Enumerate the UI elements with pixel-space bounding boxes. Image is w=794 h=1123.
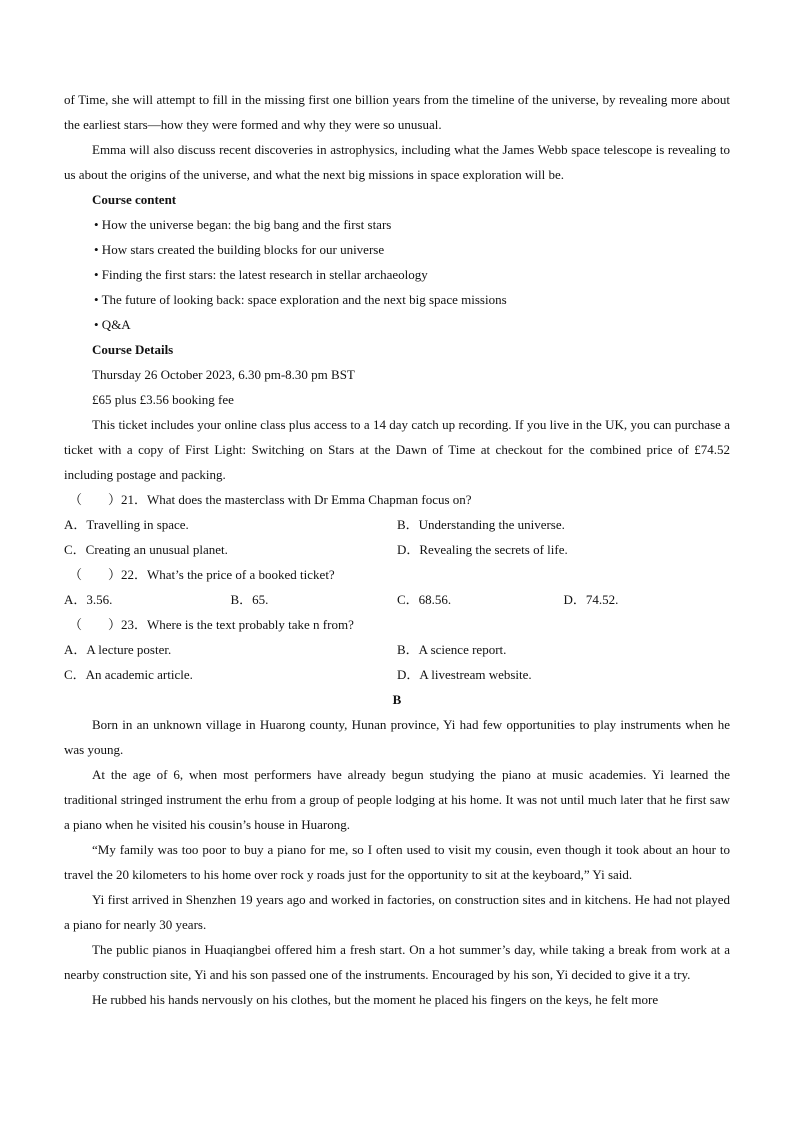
course-content-item: • How the universe began: the big bang and the first stars [94, 217, 392, 232]
option-c: C．An academic article. [64, 667, 193, 682]
option-d: D．74.52. [563, 592, 619, 607]
question-21-options [64, 537, 730, 562]
course-details-date: Thursday 26 October 2023, 6.30 pm-8.30 pm BST [92, 367, 355, 382]
option-b: B．A science report. [397, 642, 507, 657]
option-a: A．A lecture poster. [64, 642, 172, 657]
section-b-heading: B [392, 692, 402, 707]
ticket-paragraph: This ticket includes your online class plus access to a 14 day catch up recording. If you live in the UK, you can purchase a ticket with a copy of First Light: Switching on Stars at the Dawn of Time at checkout for the combined price of £74.52 including postage and packing. [64, 417, 730, 482]
course-content-item: • How stars created the building blocks for our universe [94, 242, 385, 257]
passage-a-discoveries-paragraph: Emma will also discuss recent discoveries in astrophysics, including what the James Webb space telescope is revealing to us about the origins of the universe, and what the next big missions in space exploration will be. [64, 142, 730, 182]
option-b: B．Understanding the universe. [397, 517, 565, 532]
option-d: D．A livestream website. [397, 667, 532, 682]
course-content-heading: Course content [92, 192, 177, 207]
question-23-options [64, 637, 730, 662]
passage-b-paragraph: The public pianos in Huaqiangbei offered him a fresh start. On a hot summer’s day, while taking a break from work at a nearby construction site, Yi and his son passed one of the instruments. Encouraged by his son, Yi decided to give it a try. [64, 942, 730, 982]
option-c: C．68.56. [397, 592, 452, 607]
question-23-options [64, 662, 730, 687]
question-23-stem: （ ）23．Where is the text probably take n from? [69, 617, 354, 632]
option-a: A．Travelling in space. [64, 517, 189, 532]
course-details-price: £65 plus £3.56 booking fee [92, 392, 234, 407]
question-22-options [64, 587, 730, 612]
question-21-options [64, 512, 730, 537]
course-details-heading: Course Details [92, 342, 174, 357]
option-a: A．3.56. [64, 592, 113, 607]
course-content-item: • Finding the first stars: the latest research in stellar archaeology [94, 267, 428, 282]
passage-b-paragraph: Born in an unknown village in Huarong county, Hunan province, Yi had few opportunities to play instruments when he was young. [64, 717, 730, 757]
passage-b-paragraph: “My family was too poor to buy a piano for me, so I often used to visit my cousin, even though it took about an hour to travel the 20 kilometers to his home over rock y roads just for the opportunity to sit at the keyboard,” Yi said. [64, 842, 730, 882]
option-d: D．Revealing the secrets of life. [397, 542, 568, 557]
passage-a-intro-continuation: of Time, she will attempt to fill in the missing first one billion years from the timeline of the universe, by revealing more about the earliest stars—how they were formed and why they were so unusual. [64, 92, 730, 132]
passage-b-paragraph: At the age of 6, when most performers have already begun studying the piano at music academies. Yi learned the traditional stringed instrument the erhu from a group of people lodging at his home. It was not until much later that he first saw a piano when he visited his cousin’s house in Huarong. [64, 767, 730, 832]
question-22-stem: （ ）22．What’s the price of a booked ticket? [69, 567, 335, 582]
passage-b-paragraph: He rubbed his hands nervously on his clothes, but the moment he placed his fingers on the keys, he felt more [92, 992, 659, 1007]
option-c: C．Creating an unusual planet. [64, 542, 228, 557]
passage-b-paragraph: Yi first arrived in Shenzhen 19 years ago and worked in factories, on construction sites and in kitchens. He had not played a piano for nearly 30 years. [64, 892, 730, 932]
question-21-stem: （ ）21．What does the masterclass with Dr Emma Chapman focus on? [69, 492, 472, 507]
course-content-item: • Q&A [94, 317, 131, 332]
option-b: B．65. [230, 592, 269, 607]
course-content-item: • The future of looking back: space exploration and the next big space missions [94, 292, 507, 307]
